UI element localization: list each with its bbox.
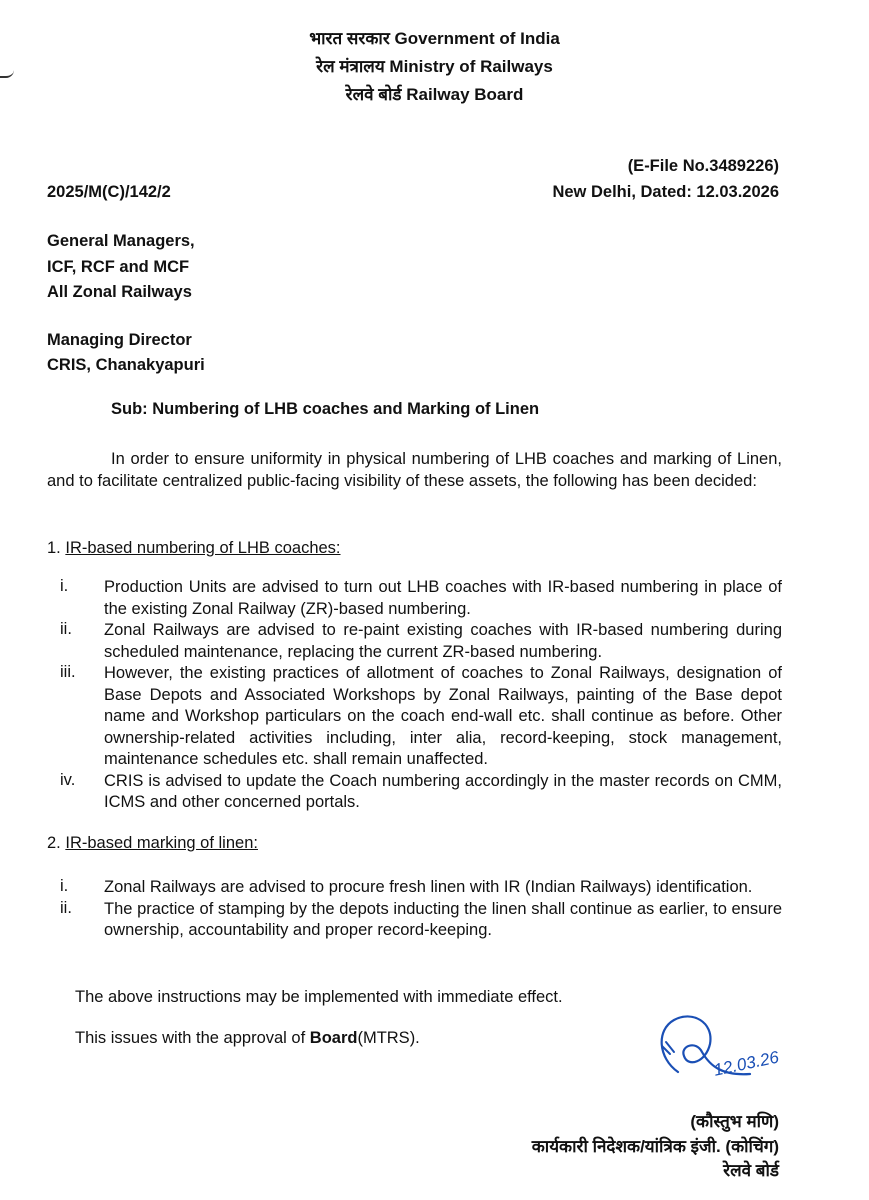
closing-approval [75, 1029, 420, 1048]
item-text: The practice of stamping by the depots inducting the linen shall continue as earlier, to ensure ownership, accountability and proper record-keeping. [104, 899, 782, 939]
section-title: IR-based numbering of LHB coaches: [65, 539, 341, 557]
item-number: ii. [60, 620, 72, 638]
item-number: iv. [60, 770, 76, 789]
addressee-line: General Managers, [47, 232, 195, 250]
section-2-heading [47, 834, 258, 853]
item-text: Zonal Railways are advised to procure fresh linen with IR (Indian Railways) identification. [104, 878, 753, 896]
signature-date: 12.03.26 [711, 1047, 781, 1080]
section-number: 1. [47, 539, 61, 557]
list-item [60, 577, 782, 620]
signatory-designation: कार्यकारी निदेशक/यांत्रिक इंजी. (कोचिंग) [531, 1137, 779, 1156]
item-text: However, the existing practices of allotment of coaches to Zonal Railways, designation of Base Depots and Associated Workshops by Zonal Railways, painting of the Base depot name and Workshop particulars on the coach end-wall etc. shall continue as before. Other ownership-related activities including, inter alia, record-keeping, stock management, maintenance schedules etc. shall remain unaffected. [104, 664, 782, 768]
item-text: Zonal Railways are advised to re-paint existing coaches with IR-based numbering during scheduled maintenance, replacing the current ZR-based numbering. [104, 621, 782, 661]
place-date: New Delhi, Dated: 12.03.2026 [552, 183, 779, 201]
item-number: ii. [60, 898, 72, 917]
header-board: रेलवे बोर्ड Railway Board [345, 85, 524, 104]
section-2-items [60, 877, 782, 942]
item-number: i. [60, 877, 69, 895]
signatory-office: रेलवे बोर्ड [723, 1161, 779, 1180]
section-title: IR-based marking of linen: [65, 834, 258, 852]
list-item [60, 663, 782, 771]
list-item [60, 877, 782, 899]
addressee-line: CRIS, Chanakyapuri [47, 356, 205, 374]
item-number: i. [60, 577, 69, 595]
addressee-line: All Zonal Railways [47, 283, 192, 301]
item-number: iii. [60, 663, 76, 681]
section-number: 2. [47, 834, 61, 852]
handwritten-signature [640, 1000, 840, 1100]
header-government: भारत सरकार Government of India [309, 29, 560, 48]
list-item [60, 899, 782, 942]
section-1-heading [47, 539, 341, 558]
closing-instruction: The above instructions may be implemented with immediate effect. [75, 988, 563, 1006]
section-1-items [60, 577, 782, 814]
item-text: Production Units are advised to turn out LHB coaches with IR-based numbering in place of the existing Zonal Railway (ZR)-based numbering. [104, 578, 782, 618]
list-item [60, 620, 782, 663]
addressee-block [47, 229, 205, 379]
addressee-line: ICF, RCF and MCF [47, 257, 190, 276]
approval-board: Board [309, 1029, 358, 1047]
list-item [60, 771, 782, 814]
header-ministry: रेल मंत्रालय Ministry of Railways [316, 57, 553, 76]
intro-paragraph: In order to ensure uniformity in physical numbering of LHB coaches and marking of Linen, and to facilitate centralized public-facing visibility of these assets, the following has been decided: [47, 450, 782, 490]
file-number: 2025/M(C)/142/2 [47, 183, 171, 201]
subject-line: Sub: Numbering of LHB coaches and Marking of Linen [111, 400, 540, 418]
efile-number: (E-File No.3489226) [627, 157, 779, 175]
addressee-line: Managing Director [47, 330, 192, 349]
approval-text: This issues with the approval of [75, 1029, 310, 1047]
approval-suffix: (MTRS). [357, 1029, 420, 1047]
signatory-name: (कौस्तुभ मणि) [690, 1112, 779, 1131]
item-text: CRIS is advised to update the Coach numbering accordingly in the master records on CMM, ICMS and other concerned portals. [104, 771, 782, 811]
